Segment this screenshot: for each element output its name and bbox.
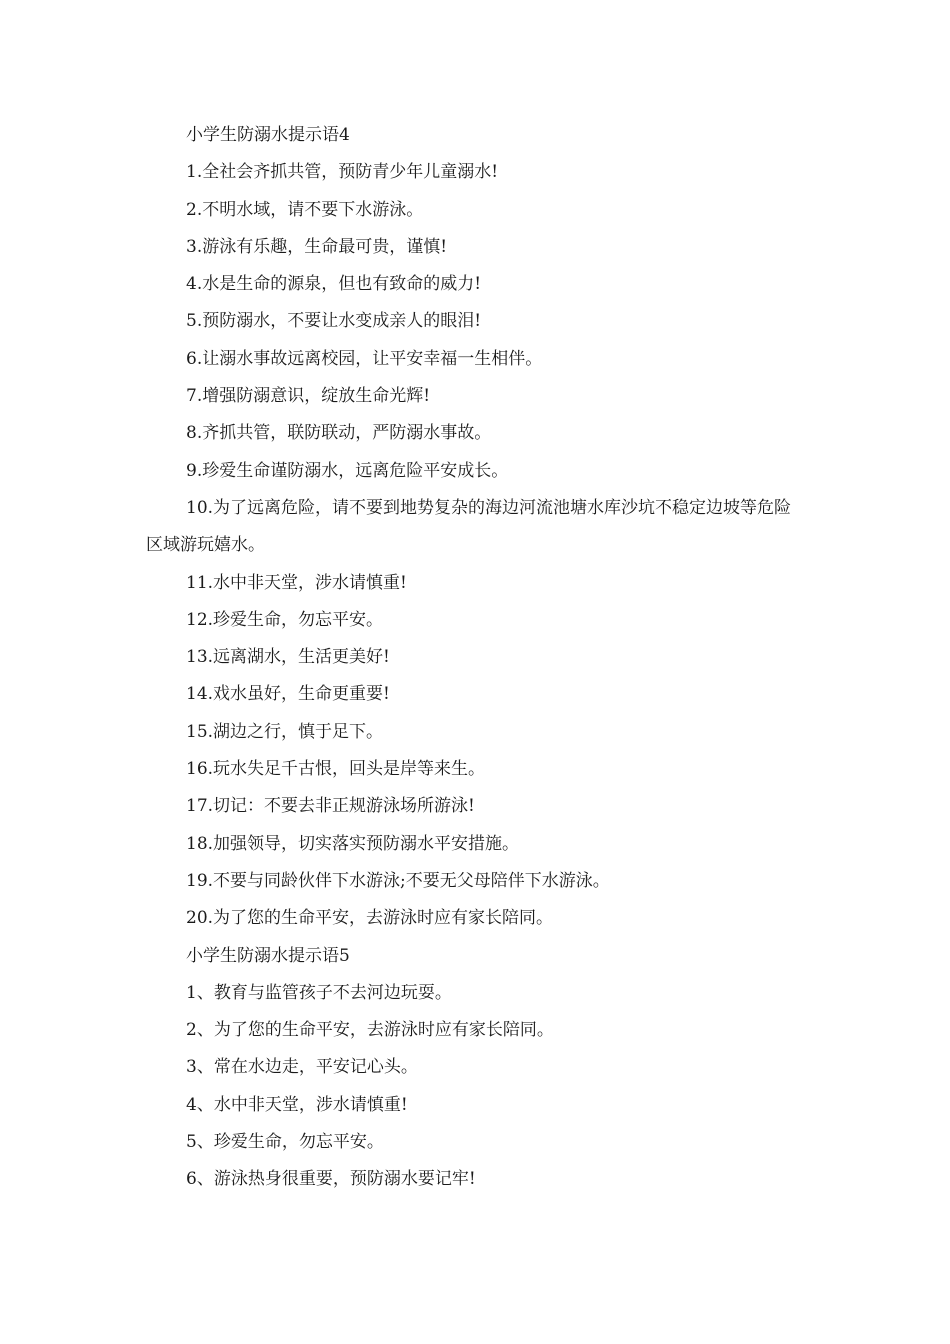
list-item: 4、水中非天堂，涉水请慎重! [186,1094,408,1115]
list-item: 16.玩水失足千古恨，回头是岸等来生。 [186,759,486,780]
list-item: 19.不要与同龄伙伴下水游泳;不要无父母陪伴下水游泳。 [186,870,610,891]
list-item: 20.为了您的生命平安，去游泳时应有家长陪同。 [186,908,554,929]
list-item: 5.预防溺水，不要让水变成亲人的眼泪! [186,311,482,332]
list-item: 10.为了远离危险，请不要到地势复杂的海边河流池塘水库沙坑不稳定边坡等危险区域游玩嬉水。 [146,497,792,556]
list-item: 8.齐抓共管，联防联动，严防溺水事故。 [186,423,492,444]
list-item: 1、教育与监管孩子不去河边玩耍。 [186,982,452,1003]
list-item: 7.增强防溺意识，绽放生命光辉! [186,386,431,407]
list-item: 5、珍爱生命，勿忘平安。 [186,1132,384,1153]
list-item: 12.珍爱生命，勿忘平安。 [186,609,384,630]
list-item: 3、常在水边走，平安记心头。 [186,1057,418,1078]
list-item: 2.不明水域，请不要下水游泳。 [186,199,424,220]
list-item: 14.戏水虽好，生命更重要! [186,684,390,705]
document-body [146,117,806,1199]
list-item: 17.切记：不要去非正规游泳场所游泳! [186,796,475,817]
list-item: 1.全社会齐抓共管，预防青少年儿童溺水! [186,162,499,183]
list-item: 2、为了您的生命平安，去游泳时应有家长陪同。 [186,1020,554,1041]
section-heading: 小学生防溺水提示语5 [186,945,350,966]
list-item: 6、游泳热身很重要，预防溺水要记牢! [186,1169,476,1190]
list-item: 11.水中非天堂，涉水请慎重! [186,572,407,593]
list-item: 9.珍爱生命谨防溺水，远离危险平安成长。 [186,460,509,481]
list-item: 4.水是生命的源泉，但也有致命的威力! [186,274,482,295]
list-item: 18.加强领导，切实落实预防溺水平安措施。 [186,833,520,854]
list-item: 15.湖边之行，慎于足下。 [186,721,384,742]
section-heading: 小学生防溺水提示语4 [186,125,350,145]
list-item: 6.让溺水事故远离校园，让平安幸福一生相伴。 [186,348,543,369]
list-item: 13.远离湖水，生活更美好! [186,647,390,668]
list-item: 3.游泳有乐趣，生命最可贵，谨慎! [186,236,448,257]
